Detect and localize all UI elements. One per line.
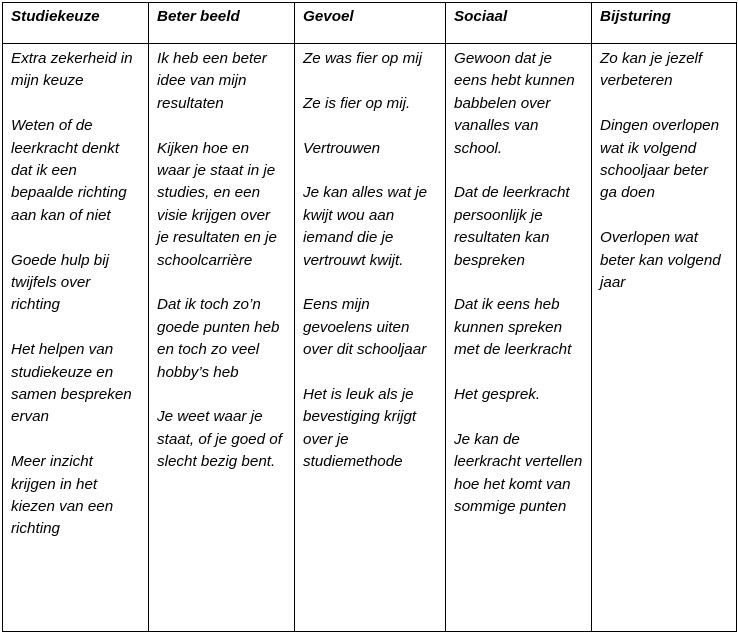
list-item: Overlopen wat beter kan volgend jaar <box>600 229 721 292</box>
header-bijsturing: Bijsturing <box>592 3 737 44</box>
list-item: Eens mijn gevoelens uiten over dit schooljaar <box>303 296 427 359</box>
list-item: Meer inzicht krijgen in het kiezen van een richting <box>11 453 114 538</box>
list-item: Zo kan je jezelf verbeteren <box>600 50 703 90</box>
list-item: Gewoon dat je eens hebt kunnen babbelen over vanalles van school. <box>454 50 575 157</box>
cell-studiekeuze <box>3 44 149 632</box>
list-item: Ze is fier op mij. <box>303 94 411 112</box>
table-row <box>3 44 737 632</box>
list-item: Goede hulp bij twijfels over richting <box>11 251 109 314</box>
list-item: Vertrouwen <box>303 139 381 157</box>
header-beter-beeld: Beter beeld <box>149 3 295 44</box>
list-item: Je weet waar je staat, of je goed of slecht bezig bent. <box>157 408 282 471</box>
list-item: Dingen overlopen wat ik volgend schooljaar beter ga doen <box>600 117 720 202</box>
feedback-table <box>2 2 737 632</box>
list-item: Dat ik eens heb kunnen spreken met de leerkracht <box>454 296 572 359</box>
header-gevoel: Gevoel <box>295 3 446 44</box>
cell-sociaal <box>446 44 592 632</box>
list-item: Het is leuk als je bevestiging krijgt over je studiemethode <box>303 386 417 471</box>
list-item: Extra zekerheid in mijn keuze <box>11 50 133 90</box>
list-item: Je kan alles wat je kwijt wou aan iemand die je vertrouwt kwijt. <box>303 184 428 269</box>
header-sociaal: Sociaal <box>446 3 592 44</box>
list-item: Het helpen van studiekeuze en samen bespreken ervan <box>11 341 132 426</box>
list-item: Ik heb een beter idee van mijn resultaten <box>157 50 267 112</box>
cell-gevoel <box>295 44 446 632</box>
list-item: Dat de leerkracht persoonlijk je resultaten kan bespreken <box>454 184 570 269</box>
list-item: Weten of de leerkracht denkt dat ik een bepaalde richting aan kan of niet <box>11 117 127 224</box>
list-item: Kijken hoe en waar je staat in je studies, en een visie krijgen over je resultaten en je schoolcarrière <box>157 139 277 269</box>
header-studiekeuze: Studiekeuze <box>3 3 149 44</box>
list-item: Je kan de leerkracht vertellen hoe het komt van sommige punten <box>454 430 583 516</box>
header-row <box>3 3 737 44</box>
list-item: Het gesprek. <box>454 386 541 404</box>
list-item: Ze was fier op mij <box>303 50 423 67</box>
cell-bijsturing <box>592 44 737 632</box>
list-item: Dat ik toch zo’n goede punten heb en toch zo veel hobby’s heb <box>157 296 280 381</box>
cell-beter-beeld <box>149 44 295 632</box>
